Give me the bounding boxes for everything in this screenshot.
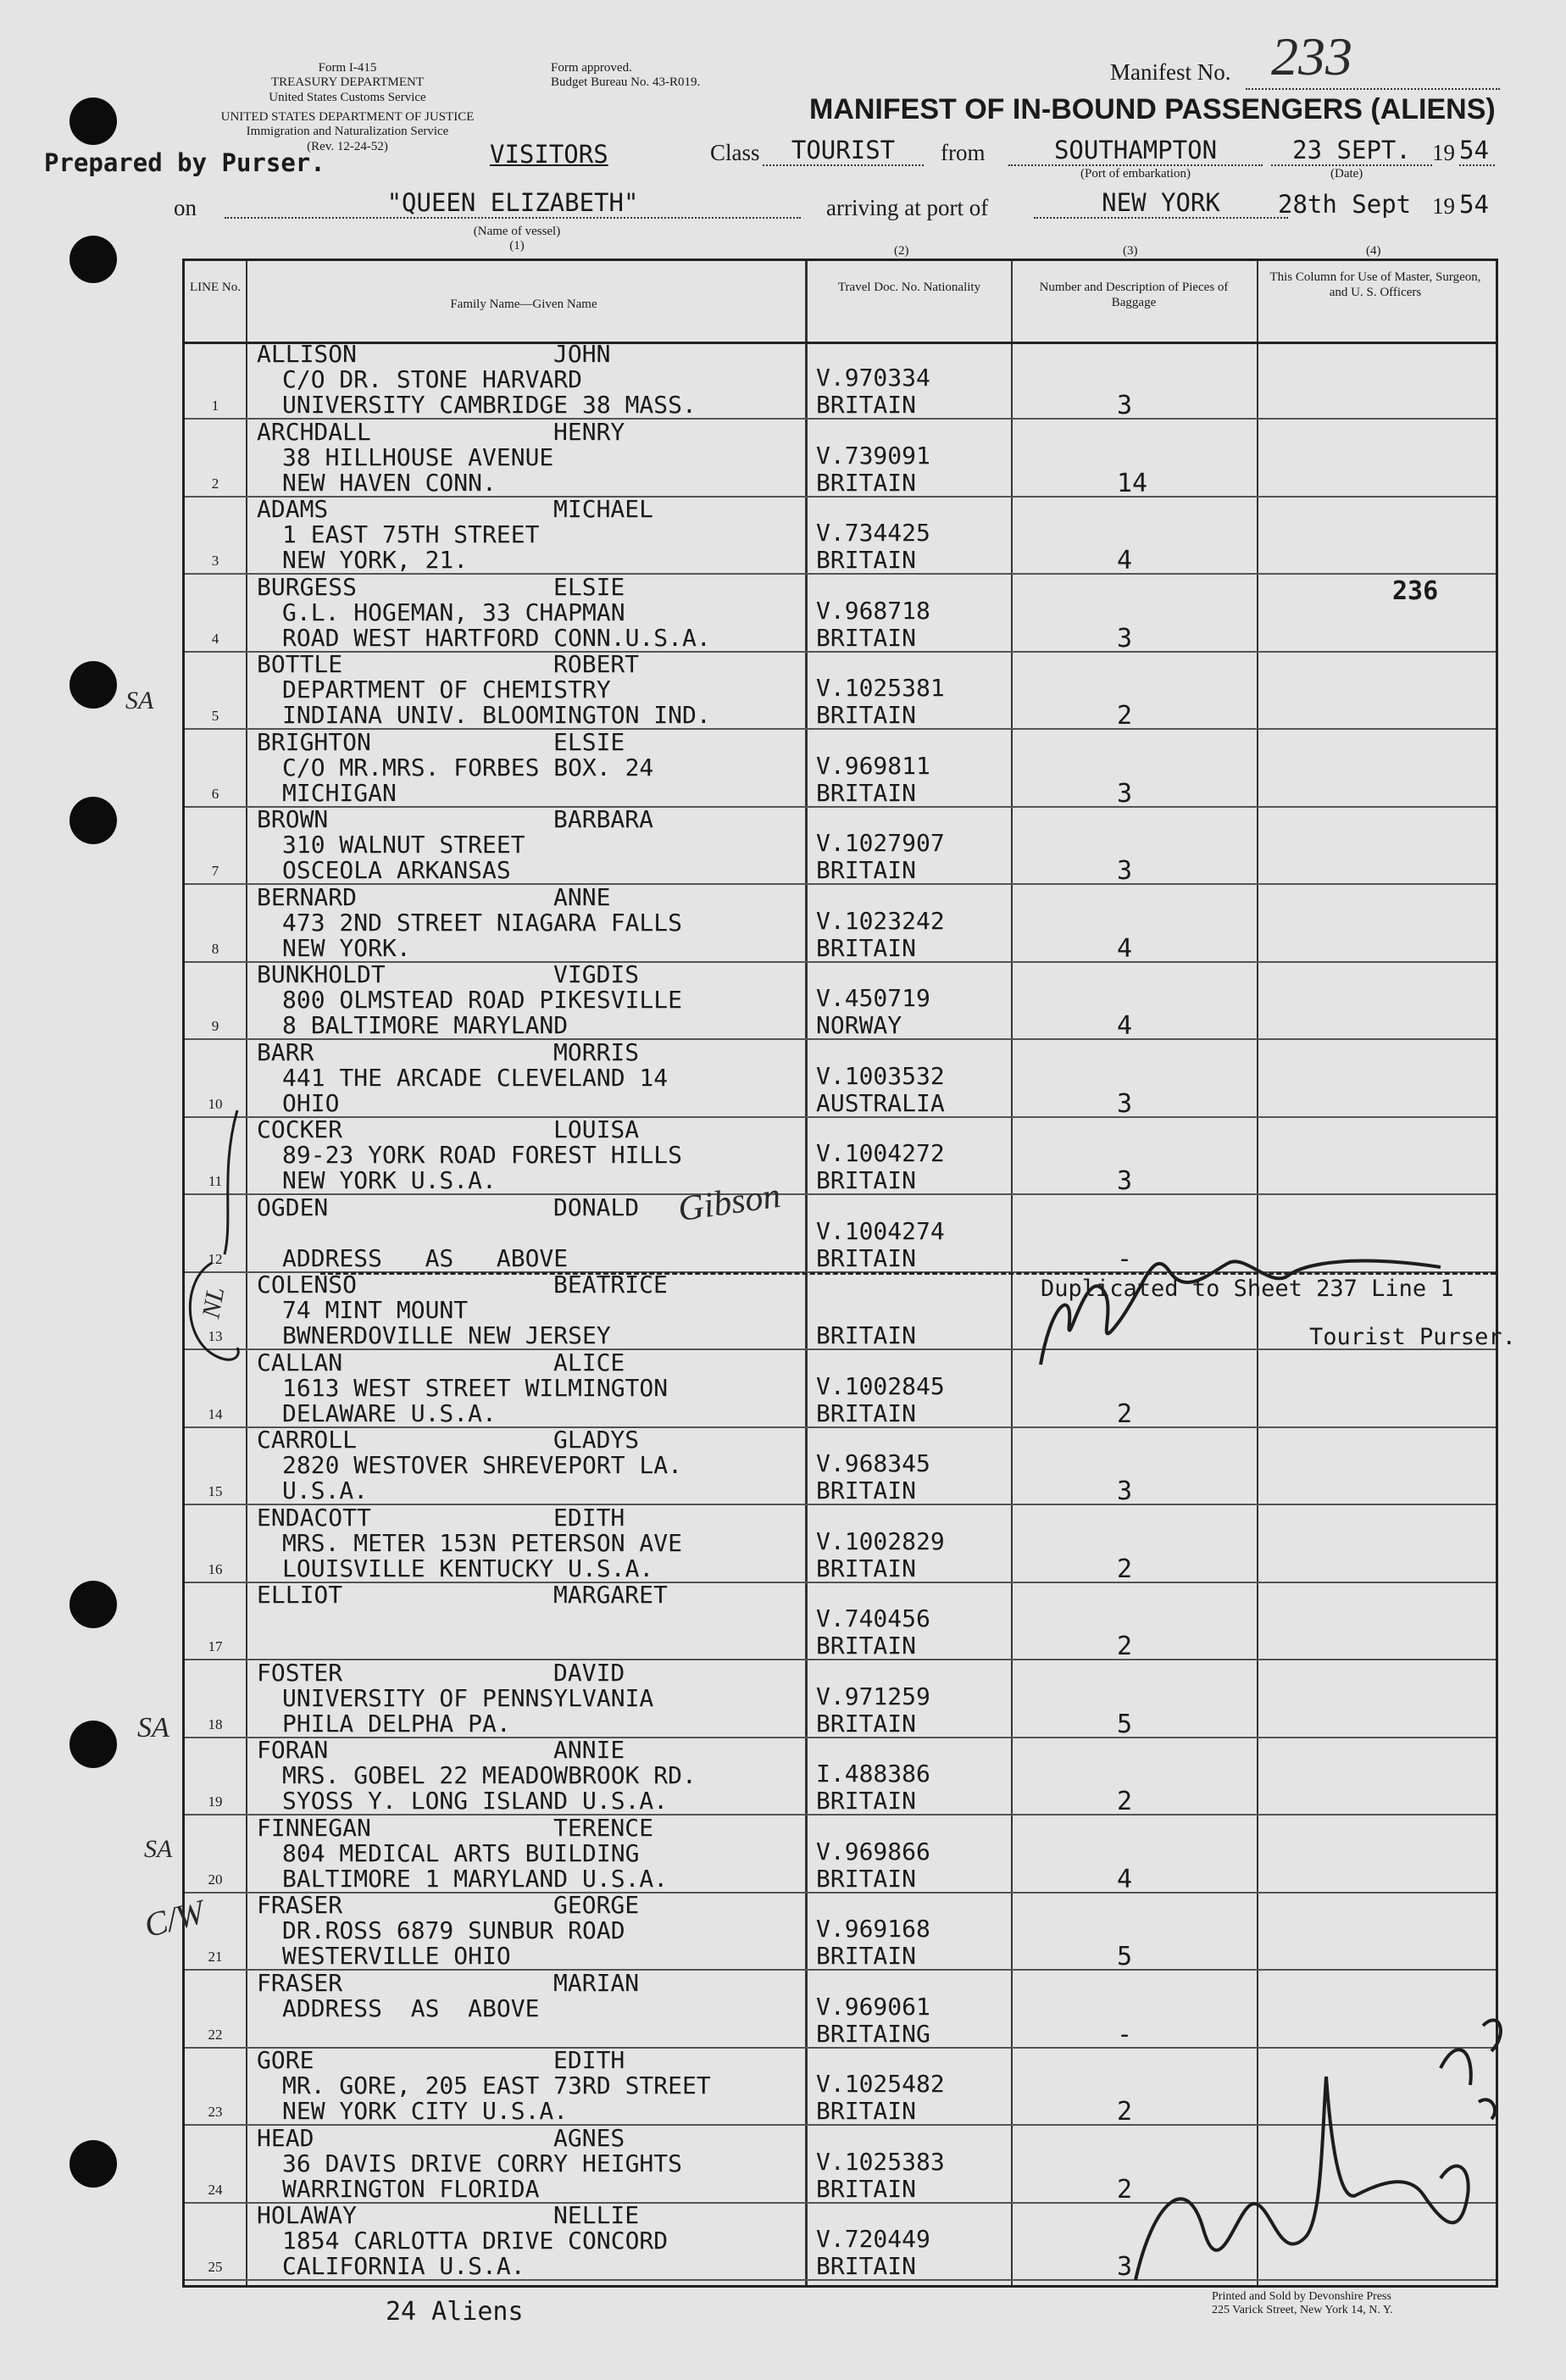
baggage-count: 2 [1117, 2174, 1133, 2205]
prepared-by: Prepared by Purser. [44, 148, 325, 177]
nationality: BRITAIN [816, 1709, 917, 1738]
baggage-count: 2 [1117, 701, 1133, 731]
given-name: VIGDIS [553, 960, 640, 988]
travel-doc-number: V.740456 [816, 1604, 930, 1632]
travel-doc-number: V.968345 [816, 1449, 930, 1477]
baggage-count: 3 [1117, 856, 1133, 886]
address-line: LOUISVILLE KENTUCKY U.S.A. [282, 1554, 654, 1582]
line-number: 18 [208, 1715, 223, 1732]
baggage-count: 3 [1117, 1166, 1133, 1196]
col-header-officers: This Column for Use of Master, Surgeon, and U. S. Officers [1269, 270, 1481, 299]
nationality: BRITAIN [816, 933, 917, 962]
col-num-4: (4) [1366, 244, 1381, 258]
family-name: HOLAWAY [257, 2201, 358, 2229]
line-number: 13 [208, 1328, 223, 1344]
family-name: ELLIOT [257, 1581, 343, 1609]
nationality: AUSTRALIA [816, 1088, 945, 1117]
family-name: BARR [257, 1037, 314, 1066]
address-line: C/O DR. STONE HARVARD [282, 365, 583, 393]
given-name: BARBARA [553, 805, 654, 833]
nationality: BRITAIN [816, 856, 917, 884]
travel-doc-number: V.450719 [816, 984, 930, 1012]
col-header-baggage: Number and Description of Pieces of Baggage [1039, 281, 1229, 309]
given-name: MARIAN [553, 1968, 640, 1997]
nationality: BRITAIN [816, 1243, 917, 1272]
line-number: 22 [208, 2026, 223, 2043]
given-name: BEATRICE [553, 1271, 668, 1298]
year-value: 54 [1459, 136, 1495, 166]
address-line: 1 EAST 75TH STREET [282, 520, 540, 548]
baggage-count: 2 [1117, 1554, 1133, 1584]
family-name: HEAD [257, 2123, 314, 2152]
baggage-count: 4 [1117, 1864, 1133, 1894]
col-header-name: Family Name—Given Name [450, 298, 597, 311]
line-number: 3 [211, 553, 219, 569]
family-name: ADAMS [257, 495, 329, 523]
nationality: BRITAING [816, 2019, 930, 2048]
baggage-count: - [1117, 1243, 1133, 1274]
line-number: 15 [208, 1483, 223, 1499]
circle-mark [190, 1263, 238, 1360]
arrival-year: 54 [1459, 190, 1489, 219]
margin-sa: SA [137, 1712, 169, 1743]
embarkation-date: 23 SEPT. [1271, 136, 1432, 166]
family-name: FINNEGAN [257, 1813, 371, 1842]
nationality: NORWAY [816, 1011, 902, 1039]
travel-doc-number: V.1002829 [816, 1526, 945, 1555]
family-name: FOSTER [257, 1658, 343, 1687]
arrival-year-prefix: 19 [1432, 193, 1455, 219]
baggage-count: 3 [1117, 1088, 1133, 1119]
baggage-count: 3 [1117, 623, 1133, 653]
given-name: JOHN [553, 340, 611, 368]
nationality: BRITAIN [816, 468, 917, 497]
nationality: BRITAIN [816, 778, 917, 807]
address-line: INDIANA UNIV. BLOOMINGTON IND. [282, 701, 711, 729]
form-number: Form I-415 [318, 61, 377, 75]
given-name: ELSIE [553, 572, 625, 601]
travel-doc-number: V.734425 [816, 519, 930, 547]
address-line: PHILA DELPHA PA. [282, 1709, 511, 1738]
nationality: BRITAIN [816, 2174, 917, 2203]
nationality: BRITAIN [816, 1476, 917, 1504]
baggage-count: 3 [1117, 391, 1133, 420]
address-line: 2820 WESTOVER SHREVEPORT LA. [282, 1451, 683, 1479]
baggage-count: 4 [1117, 546, 1133, 576]
visitors-label: VISITORS [490, 140, 608, 169]
address-line: WESTERVILLE OHIO [282, 1942, 511, 1970]
line-number: 21 [208, 1949, 223, 1965]
travel-doc-number: V.1003532 [816, 1061, 945, 1090]
address-line: 38 HILLHOUSE AVENUE [282, 442, 554, 471]
address-line: 89-23 YORK ROAD FOREST HILLS [282, 1141, 683, 1169]
given-name: GLADYS [553, 1426, 640, 1454]
nationality: BRITAIN [816, 623, 917, 652]
line-number: 20 [208, 1871, 223, 1888]
date-caption: (Date) [1330, 167, 1363, 181]
address-line: 310 WALNUT STREET [282, 831, 525, 859]
family-name: ALLISON [257, 340, 358, 368]
nationality: BRITAIN [816, 1321, 917, 1349]
baggage-count: 2 [1117, 1399, 1133, 1429]
travel-doc-number: I.488386 [816, 1760, 930, 1788]
year-prefix: 19 [1432, 140, 1455, 165]
customs-service: United States Customs Service [269, 90, 426, 104]
address-line: ADDRESS AS ABOVE [282, 1243, 569, 1272]
nationality: BRITAIN [816, 546, 917, 574]
address-line: UNIVERSITY OF PENNSYLVANIA [282, 1683, 654, 1712]
line-number: 23 [208, 2104, 223, 2120]
baggage-count: 5 [1117, 1942, 1133, 1971]
line-number: 4 [211, 630, 219, 647]
line-number: 24 [208, 2181, 223, 2198]
family-name: BURGESS [257, 572, 358, 601]
family-name: FRASER [257, 1968, 343, 1997]
travel-doc-number: V.1002845 [816, 1371, 945, 1400]
address-line: 74 MINT MOUNT [282, 1296, 469, 1324]
treasury-dept: TREASURY DEPARTMENT [270, 75, 425, 90]
family-name: GORE [257, 2046, 314, 2074]
address-line: MR. GORE, 205 EAST 73RD STREET [282, 2071, 711, 2099]
address-line: NEW YORK U.S.A. [282, 1166, 497, 1194]
address-line: MICHIGAN [282, 778, 397, 807]
address-line: OHIO [282, 1088, 340, 1117]
col-header-travel-doc: Travel Doc. No. Nationality [837, 281, 981, 294]
address-line: SYOSS Y. LONG ISLAND U.S.A. [282, 1787, 669, 1815]
address-line: MRS. GOBEL 22 MEADOWBROOK RD. [282, 1761, 697, 1789]
travel-doc-number: V.739091 [816, 441, 930, 470]
family-name: ARCHDALL [257, 417, 371, 446]
address-line: NEW YORK. [282, 933, 411, 962]
given-name: TERENCE [553, 1813, 654, 1842]
line-number: 17 [208, 1638, 223, 1654]
address-line: ADDRESS AS ABOVE [282, 1994, 540, 2022]
nationality: BRITAIN [816, 1787, 917, 1815]
given-name: AGNES [553, 2123, 625, 2152]
nationality: BRITAIN [816, 1554, 917, 1582]
budget-bureau: Budget Bureau No. 43-R019. [551, 75, 701, 90]
embarkation-port: SOUTHAMPTON [1008, 136, 1263, 166]
address-line: DELAWARE U.S.A. [282, 1399, 497, 1427]
line-number: 10 [208, 1095, 223, 1112]
address-line: BALTIMORE 1 MARYLAND U.S.A. [282, 1864, 669, 1893]
given-name: ANNIE [553, 1736, 625, 1764]
line-number: 12 [208, 1250, 223, 1267]
officer-note: 236 [1392, 576, 1439, 606]
travel-doc-number: V.1027907 [816, 829, 945, 857]
tourist-purser-note: Tourist Purser. [1309, 1324, 1516, 1350]
nationality: BRITAIN [816, 2097, 917, 2125]
address-line: NEW HAVEN CONN. [282, 468, 497, 497]
address-line: NEW YORK CITY U.S.A. [282, 2097, 569, 2125]
address-line: 1854 CARLOTTA DRIVE CONCORD [282, 2227, 669, 2255]
line-number: 8 [211, 940, 219, 957]
given-name: GEORGE [553, 1891, 640, 1919]
family-name: COLENSO [257, 1271, 358, 1298]
baggage-count: 4 [1117, 933, 1133, 964]
given-name: MARGARET [553, 1581, 668, 1609]
margin-sa: SA [144, 1835, 173, 1863]
baggage-count: 14 [1117, 468, 1148, 498]
duplicated-note: Duplicated to Sheet 237 Line 1 [1041, 1276, 1454, 1302]
family-name: BERNARD [257, 882, 358, 911]
officer-signature [1136, 2077, 1469, 2280]
manifest-number: 233 [1246, 25, 1500, 90]
line-number: 19 [208, 1793, 223, 1810]
address-line: U.S.A. [282, 1476, 369, 1504]
address-line: OSCEOLA ARKANSAS [282, 856, 511, 884]
family-name: FRASER [257, 1891, 343, 1919]
given-name: MICHAEL [553, 495, 654, 523]
vessel-name: "QUEEN ELIZABETH" [225, 188, 801, 219]
address-line: CALIFORNIA U.S.A. [282, 2252, 525, 2280]
margin-cw: C/W [140, 1892, 208, 1945]
on-label: on [174, 195, 197, 220]
travel-doc-number: V.1025383 [816, 2147, 945, 2176]
family-name: CALLAN [257, 1348, 343, 1376]
address-line: NEW YORK, 21. [282, 546, 469, 574]
address-line: DR.ROSS 6879 SUNBUR ROAD [282, 1916, 625, 1944]
manifest-number-label: Manifest No. [1110, 59, 1231, 85]
address-line: C/O MR.MRS. FORBES BOX. 24 [282, 753, 654, 781]
col-num-3: (3) [1123, 244, 1138, 258]
travel-doc-number: V.969061 [816, 1992, 930, 2021]
family-name: ENDACOTT [257, 1503, 371, 1532]
col-header-line-no: LINE No. [190, 281, 241, 294]
nationality: BRITAIN [816, 2252, 917, 2280]
travel-doc-number: V.970334 [816, 364, 930, 392]
family-name: COCKER [257, 1115, 343, 1143]
baggage-count: 3 [1117, 1476, 1133, 1506]
address-line: BWNERDOVILLE NEW JERSEY [282, 1321, 611, 1349]
travel-doc-number: V.1025482 [816, 2070, 945, 2098]
given-name: NELLIE [553, 2201, 640, 2229]
arriving-label: arriving at port of [826, 195, 989, 220]
col-num-2: (2) [894, 244, 909, 258]
port-caption: (Port of embarkation) [1080, 167, 1191, 181]
travel-doc-number: V.1004274 [816, 1216, 945, 1245]
line-number: 2 [211, 475, 219, 492]
address-line: 804 MEDICAL ARTS BUILDING [282, 1838, 640, 1867]
given-name: ROBERT [553, 650, 640, 678]
line-number: 7 [211, 863, 219, 879]
nationality: BRITAIN [816, 391, 917, 419]
travel-doc-number: V.969811 [816, 751, 930, 780]
rev-line: (Rev. 12-24-52) [307, 139, 388, 153]
given-name: DAVID [553, 1658, 625, 1687]
travel-doc-number: V.1004272 [816, 1139, 945, 1167]
baggage-count: 2 [1117, 1787, 1133, 1816]
purser-signature [1041, 1261, 1441, 1365]
travel-doc-number: V.971259 [816, 1682, 930, 1710]
printer-credit: Printed and Sold by Devonshire Press 225 Varick Street, New York 14, N. Y. [1212, 2290, 1393, 2317]
line-number: 1 [211, 398, 219, 414]
family-name: OGDEN [257, 1193, 329, 1221]
given-name: ELSIE [553, 727, 625, 756]
given-name: ALICE [553, 1348, 625, 1376]
family-name: BRIGHTON [257, 727, 371, 756]
nationality: BRITAIN [816, 1632, 917, 1660]
vessel-caption: (Name of vessel) (1) [473, 225, 561, 253]
given-name: LOUISA [553, 1115, 640, 1143]
officer-signature-mark [1441, 2020, 1501, 2119]
address-line: 441 THE ARCADE CLEVELAND 14 [282, 1063, 669, 1092]
address-line: UNIVERSITY CAMBRIDGE 38 MASS. [282, 391, 697, 419]
nationality: BRITAIN [816, 1166, 917, 1194]
address-line: 800 OLMSTEAD ROAD PIKESVILLE [282, 986, 683, 1014]
baggage-count: 3 [1117, 778, 1133, 809]
margin-sa: SA [125, 687, 154, 715]
line-number: 11 [208, 1173, 223, 1189]
travel-doc-number: V.969866 [816, 1837, 930, 1866]
family-name: BUNKHOLDT [257, 960, 386, 988]
given-name: EDITH [553, 1503, 625, 1532]
address-line: G.L. HOGEMAN, 33 CHAPMAN [282, 598, 625, 626]
given-name: EDITH [553, 2046, 625, 2074]
nationality: BRITAIN [816, 1864, 917, 1893]
address-line: ROAD WEST HARTFORD CONN.U.S.A. [282, 623, 711, 652]
address-line: MRS. METER 153N PETERSON AVE [282, 1528, 683, 1557]
address-line: 473 2ND STREET NIAGARA FALLS [282, 908, 683, 937]
line-number: 25 [208, 2259, 223, 2275]
class-label: Class [710, 140, 760, 165]
arrival-date: 28th Sept [1278, 190, 1412, 219]
family-name: BROWN [257, 805, 329, 833]
baggage-count: 2 [1117, 2097, 1133, 2127]
family-name: CARROLL [257, 1426, 358, 1454]
baggage-count: 3 [1117, 2252, 1133, 2282]
travel-doc-number: V.1025381 [816, 674, 945, 702]
baggage-count: - [1117, 2019, 1133, 2049]
ins-line: Immigration and Naturalization Service [246, 125, 449, 139]
nationality: BRITAIN [816, 1399, 917, 1427]
baggage-count: 2 [1117, 1632, 1133, 1661]
travel-doc-number: V.720449 [816, 2225, 930, 2253]
arrival-port: NEW YORK [1034, 188, 1288, 219]
form-approved: Form approved. [551, 61, 632, 75]
line-number: 6 [211, 785, 219, 802]
baggage-count: 5 [1117, 1709, 1133, 1739]
margin-nl: NL [197, 1284, 230, 1321]
line-number: 16 [208, 1560, 223, 1577]
from-label: from [941, 140, 986, 165]
address-line: 1613 WEST STREET WILMINGTON [282, 1373, 669, 1402]
address-line: WARRINGTON FLORIDA [282, 2174, 540, 2203]
doj-line: UNITED STATES DEPARTMENT OF JUSTICE [220, 110, 475, 124]
nationality: BRITAIN [816, 701, 917, 729]
travel-doc-number: V.1023242 [816, 906, 945, 935]
class-value: TOURIST [763, 136, 924, 166]
family-name: BOTTLE [257, 650, 343, 678]
page-title: MANIFEST OF IN-BOUND PASSENGERS (ALIENS) [809, 93, 1496, 125]
address-line: 8 BALTIMORE MARYLAND [282, 1011, 569, 1039]
bracket-mark [225, 1110, 237, 1254]
given-name: MORRIS [553, 1037, 640, 1066]
given-name: DONALD [553, 1193, 640, 1221]
gibson-annotation: Gibson [675, 1176, 783, 1230]
family-name: FORAN [257, 1736, 329, 1764]
travel-doc-number: V.968718 [816, 596, 930, 625]
address-line: 36 DAVIS DRIVE CORRY HEIGHTS [282, 2149, 683, 2177]
address-line: DEPARTMENT OF CHEMISTRY [282, 676, 611, 703]
line-number: 5 [211, 708, 219, 724]
nationality: BRITAIN [816, 1942, 917, 1970]
given-name: ANNE [553, 882, 611, 911]
baggage-count: 4 [1117, 1011, 1133, 1041]
line-number: 9 [211, 1018, 219, 1034]
line-number: 14 [208, 1405, 223, 1422]
travel-doc-number: V.969168 [816, 1915, 930, 1943]
given-name: HENRY [553, 417, 625, 446]
total-aliens: 24 Aliens [386, 2297, 524, 2327]
